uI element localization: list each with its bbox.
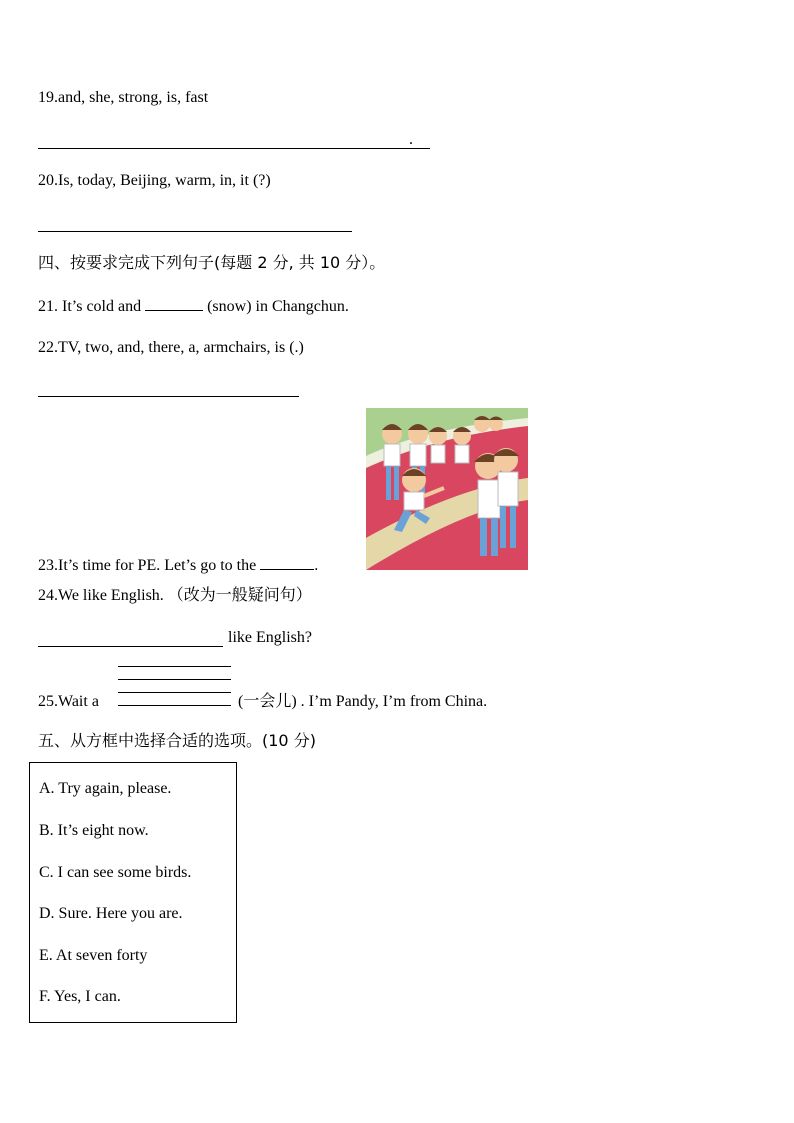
option-d: D. Sure. Here you are. xyxy=(39,905,183,922)
blank-25-line-2[interactable] xyxy=(118,679,231,680)
answer-line-22[interactable] xyxy=(38,396,299,397)
option-e: E. At seven forty xyxy=(39,947,148,964)
option-c: C. I can see some birds. xyxy=(39,864,192,881)
question-19: 19.and, she, strong, is, fast xyxy=(38,89,209,106)
pe-long-jump-illustration xyxy=(366,408,528,570)
blank-25-line-3[interactable] xyxy=(118,692,231,693)
answer-line-19[interactable] xyxy=(38,148,430,149)
section-4-title: 四、按要求完成下列句子(每题 2 分, 共 10 分）。 xyxy=(38,253,386,272)
blank-25-line-4[interactable] xyxy=(118,705,231,706)
answer-line-24[interactable] xyxy=(38,646,223,647)
question-24-tail: like English? xyxy=(228,629,312,646)
option-a: A. Try again, please. xyxy=(39,780,172,797)
question-21-after: (snow) in Changchun. xyxy=(207,298,349,315)
option-f: F. Yes, I can. xyxy=(39,988,121,1005)
question-21 xyxy=(38,296,349,317)
question-25-after: (一会儿) . I’m Pandy, I’m from China. xyxy=(238,693,488,710)
answer-line-20[interactable] xyxy=(38,231,352,232)
question-21-before: 21. It’s cold and xyxy=(38,298,142,315)
options-box xyxy=(29,762,237,1023)
question-23-period: . xyxy=(314,557,319,574)
blank-23[interactable] xyxy=(260,555,314,570)
option-b: B. It’s eight now. xyxy=(39,822,149,839)
answer-19-period: . xyxy=(409,131,413,148)
question-20: 20.Is, today, Beijing, warm, in, it (?) xyxy=(38,172,271,189)
question-24: 24.We like English. （改为一般疑问句） xyxy=(38,587,312,604)
blank-21[interactable] xyxy=(145,296,203,311)
question-25-before: 25.Wait a xyxy=(38,693,99,710)
blank-25-line-1[interactable] xyxy=(118,666,231,667)
question-23-before: 23.It’s time for PE. Let’s go to the xyxy=(38,557,257,574)
section-5-title: 五、从方框中选择合适的选项。(10 分) xyxy=(38,731,316,750)
question-23 xyxy=(38,555,318,576)
question-22: 22.TV, two, and, there, a, armchairs, is (.) xyxy=(38,339,304,356)
